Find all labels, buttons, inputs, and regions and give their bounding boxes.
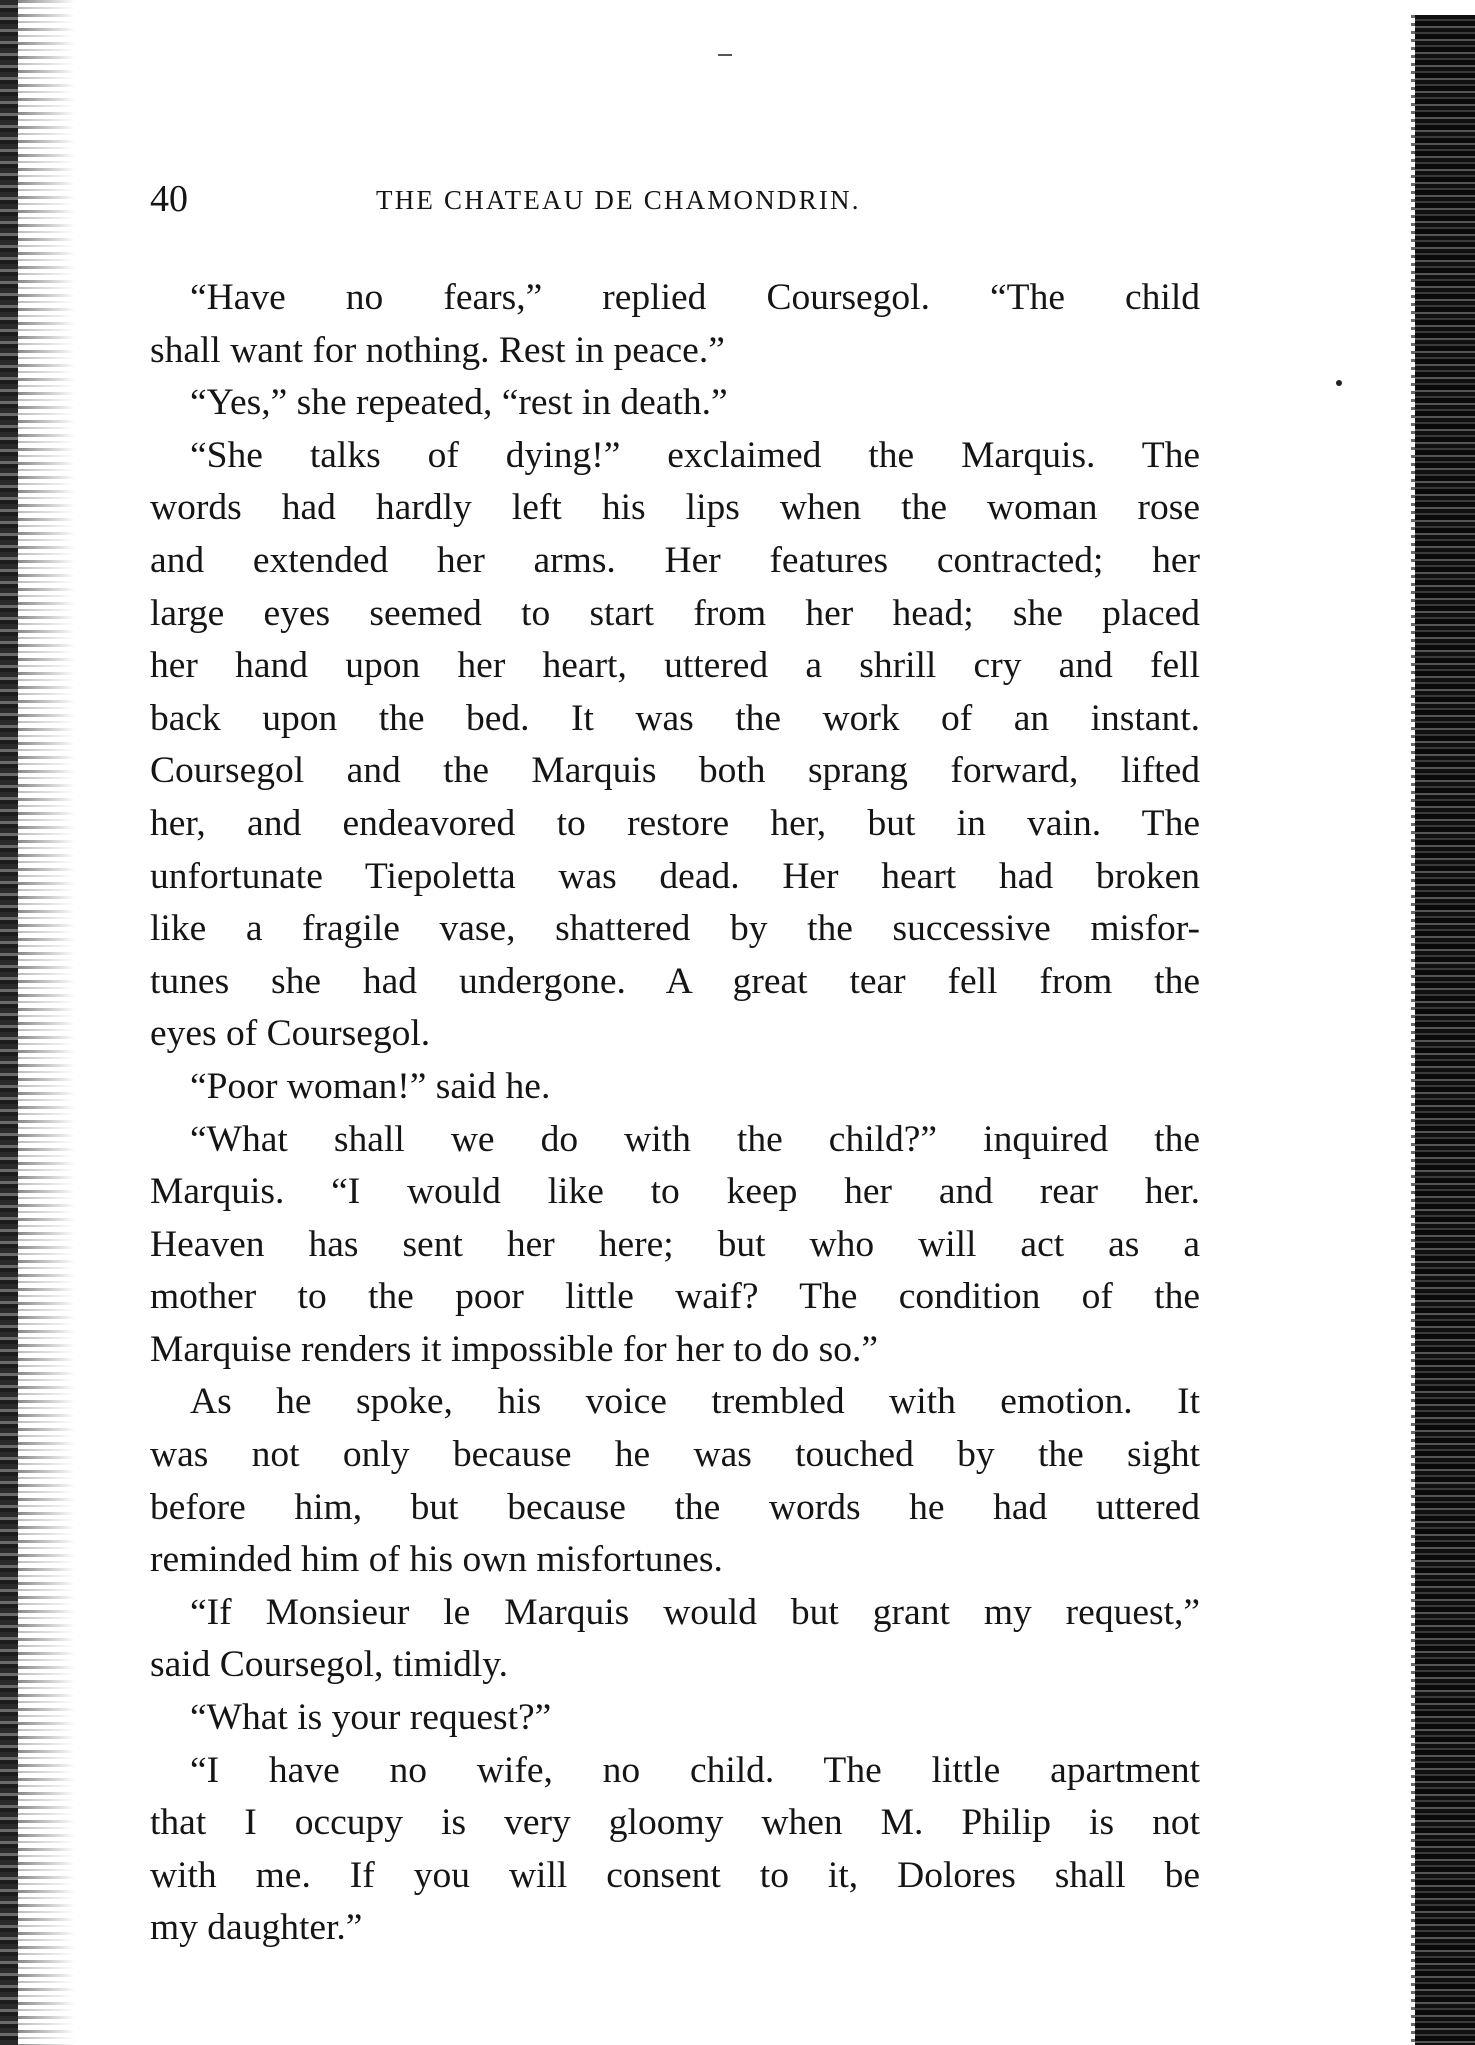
text-line: back upon the bed. It was the work of an instant. <box>150 697 1200 739</box>
ink-speck <box>1336 380 1342 386</box>
text-line: As he spoke, his voice trembled with emotion. It <box>190 1381 1200 1423</box>
text-line: “If Monsieur le Marquis would but grant my request,” <box>190 1591 1200 1633</box>
text-line: unfortunate Tiepoletta was dead. Her heart had broken <box>150 855 1200 897</box>
text-line: “What shall we do with the child?” inquired the <box>190 1118 1200 1160</box>
text-line: Coursegol and the Marquis both sprang forward, lifted <box>150 750 1200 792</box>
text-line: like a fragile vase, shattered by the successive misfor- <box>150 908 1200 950</box>
text-line: her hand upon her heart, uttered a shrill cry and fell <box>150 645 1200 687</box>
page-number: 40 <box>150 178 188 220</box>
text-line: large eyes seemed to start from her head; she placed <box>150 592 1200 634</box>
text-line: “Poor woman!” said he. <box>190 1065 551 1107</box>
page-header <box>150 176 1210 222</box>
right-page-edge-shadow <box>1415 15 1475 2045</box>
text-line: Marquis. “I would like to keep her and rear her. <box>150 1171 1200 1213</box>
top-mark <box>718 54 732 56</box>
text-line: mother to the poor little waif? The condition of the <box>150 1276 1200 1318</box>
text-line: “Yes,” she repeated, “rest in death.” <box>190 382 728 424</box>
text-line: said Coursegol, timidly. <box>150 1644 508 1686</box>
text-line: shall want for nothing. Rest in peace.” <box>150 329 725 371</box>
text-line: Heaven has sent her here; but who will act as a <box>150 1223 1200 1265</box>
text-line: eyes of Coursegol. <box>150 1013 431 1055</box>
body-text <box>150 272 1200 1955</box>
text-line: with me. If you will consent to it, Dolores shall be <box>150 1854 1200 1896</box>
text-line: my daughter.” <box>150 1907 363 1949</box>
text-line: was not only because he was touched by the sight <box>150 1434 1200 1476</box>
text-line: “She talks of dying!” exclaimed the Marquis. The <box>190 434 1200 476</box>
text-line: words had hardly left his lips when the woman rose <box>150 487 1200 529</box>
text-line: and extended her arms. Her features contracted; her <box>150 539 1200 581</box>
text-line: “What is your request?” <box>190 1697 552 1739</box>
text-line: “Have no fears,” replied Coursegol. “The child <box>190 277 1200 318</box>
text-line: her, and endeavored to restore her, but in vain. The <box>150 802 1200 844</box>
text-line: tunes she had undergone. A great tear fell from the <box>150 960 1200 1002</box>
left-page-edge-shadow <box>0 0 75 2045</box>
left-binding-edge <box>0 0 18 2045</box>
text-line: before him, but because the words he had uttered <box>150 1486 1200 1528</box>
text-line: that I occupy is very gloomy when M. Philip is not <box>150 1802 1200 1844</box>
text-line: Marquise renders it impossible for her to do so.” <box>150 1328 878 1370</box>
text-line: “I have no wife, no child. The little apartment <box>190 1749 1200 1791</box>
running-head: THE CHATEAU DE CHAMONDRIN. <box>376 185 861 215</box>
text-line: reminded him of his own misfortunes. <box>150 1539 723 1581</box>
